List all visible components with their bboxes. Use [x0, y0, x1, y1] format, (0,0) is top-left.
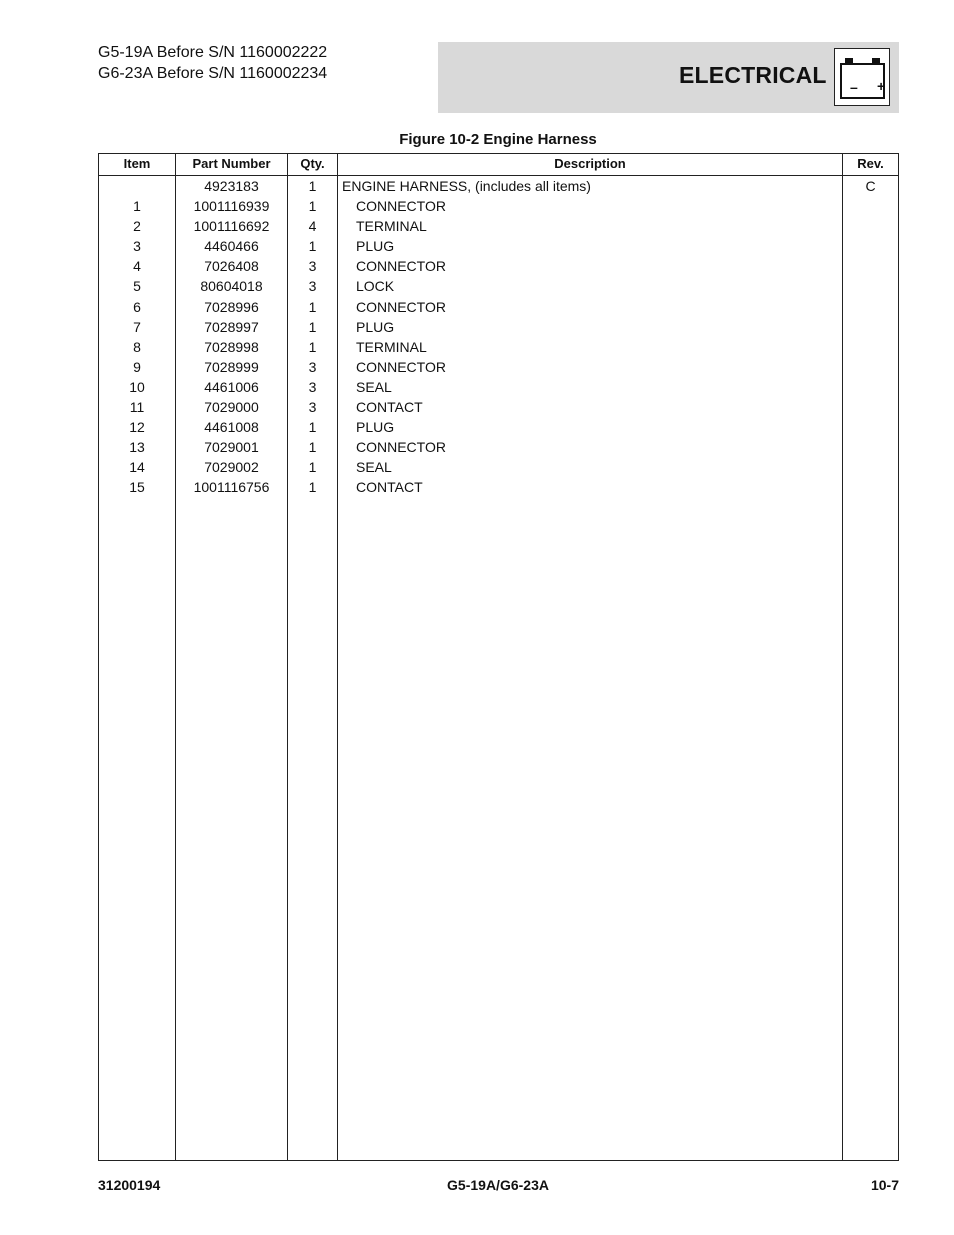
item-cell: 4 — [133, 258, 141, 275]
battery-plus-sign: + — [877, 78, 886, 94]
battery-minus-sign: – — [850, 79, 858, 95]
model-header — [98, 42, 327, 84]
part-number-cell: 7029002 — [204, 459, 259, 476]
item-cell: 12 — [129, 419, 145, 436]
part-number-cell: 7028998 — [204, 338, 259, 355]
part-number-cell: 4461006 — [204, 378, 259, 395]
table-row — [99, 256, 898, 276]
description-cell: CONNECTOR — [356, 198, 446, 215]
qty-cell: 3 — [308, 258, 317, 275]
qty-cell: 3 — [308, 399, 317, 416]
description-cell: PLUG — [356, 419, 395, 436]
part-number-cell: 80604018 — [200, 278, 263, 295]
table-body — [99, 176, 898, 498]
column-header-item: Item — [123, 156, 151, 171]
footer-model: G5-19A/G6-23A — [447, 1177, 549, 1193]
description-cell: CONNECTOR — [356, 358, 446, 375]
part-number-cell: 4461008 — [204, 419, 259, 436]
battery-icon — [834, 48, 890, 106]
part-number-cell: 1001116692 — [193, 218, 270, 235]
part-number-cell: 7028997 — [204, 318, 259, 335]
qty-cell: 3 — [308, 378, 317, 395]
table-row — [99, 357, 898, 377]
qty-cell: 1 — [308, 178, 317, 194]
table-row — [99, 377, 898, 397]
column-header-description: Description — [554, 156, 626, 171]
part-number-cell: 1001116756 — [193, 479, 270, 496]
qty-cell: 1 — [308, 198, 317, 215]
part-number-cell: 7028996 — [204, 298, 259, 315]
column-header-rev: Rev. — [857, 156, 884, 171]
section-title: ELECTRICAL — [679, 62, 827, 88]
table-row — [99, 276, 898, 296]
table-row — [99, 216, 898, 236]
item-cell: 10 — [129, 378, 145, 395]
part-number-cell: 4923183 — [204, 178, 259, 194]
model-line-1: G5-19A Before S/N 1160002222 — [98, 44, 328, 61]
description-cell: CONNECTOR — [356, 298, 446, 315]
part-number-cell: 7028999 — [204, 358, 259, 375]
description-cell: LOCK — [356, 278, 395, 295]
description-cell: SEAL — [356, 459, 392, 476]
qty-cell: 1 — [308, 298, 317, 315]
part-number-cell: 7026408 — [204, 258, 259, 275]
item-cell: 2 — [133, 218, 141, 235]
model-line-2: G6-23A Before S/N 1160002234 — [98, 65, 328, 82]
description-cell: PLUG — [356, 318, 395, 335]
description-cell: TERMINAL — [356, 338, 427, 355]
description-cell: CONNECTOR — [356, 258, 446, 275]
table-row — [99, 457, 898, 477]
description-cell: CONNECTOR — [356, 439, 446, 456]
qty-cell: 3 — [308, 358, 317, 375]
footer-doc-number: 31200194 — [98, 1177, 161, 1193]
table-row — [99, 417, 898, 437]
part-number-cell: 7029001 — [204, 439, 259, 456]
description-cell: CONTACT — [356, 479, 423, 496]
table-row — [99, 437, 898, 457]
qty-cell: 1 — [308, 459, 317, 476]
item-cell: 7 — [133, 318, 141, 335]
part-number-cell: 4460466 — [204, 238, 259, 255]
item-cell: 15 — [129, 479, 145, 496]
table-row — [99, 317, 898, 337]
description-cell: CONTACT — [356, 399, 423, 416]
table-row — [99, 337, 898, 357]
section-banner — [438, 42, 899, 113]
item-cell: 1 — [133, 198, 141, 215]
table-row — [99, 236, 898, 256]
item-cell: 11 — [129, 399, 145, 416]
description-cell: ENGINE HARNESS, (includes all items) — [342, 178, 591, 194]
column-header-qty: Qty. — [300, 156, 325, 171]
qty-cell: 1 — [308, 318, 317, 335]
qty-cell: 4 — [308, 218, 317, 235]
table-row — [99, 397, 898, 417]
footer-page-number: 10-7 — [870, 1177, 899, 1193]
description-cell: PLUG — [356, 238, 395, 255]
table-row — [99, 477, 898, 497]
qty-cell: 3 — [308, 278, 317, 295]
description-cell: TERMINAL — [356, 218, 427, 235]
item-cell: 9 — [133, 358, 141, 375]
item-cell: 14 — [129, 459, 145, 476]
battery-body — [840, 63, 885, 99]
rev-cell: C — [865, 178, 876, 194]
description-cell: SEAL — [356, 378, 392, 395]
item-cell: 3 — [133, 238, 141, 255]
parts-table — [98, 153, 899, 1161]
item-cell: 8 — [133, 338, 141, 355]
figure-title: Figure 10-2 Engine Harness — [399, 131, 597, 148]
item-cell: 5 — [133, 278, 141, 295]
qty-cell: 1 — [308, 479, 317, 496]
table-row — [99, 196, 898, 216]
qty-cell: 1 — [308, 439, 317, 456]
part-number-cell: 7029000 — [204, 399, 259, 416]
table-row — [99, 297, 898, 317]
item-cell: 6 — [133, 298, 141, 315]
part-number-cell: 1001116939 — [193, 198, 270, 215]
qty-cell: 1 — [308, 419, 317, 436]
table-row — [99, 176, 898, 196]
qty-cell: 1 — [308, 238, 317, 255]
column-header-part-number: Part Number — [192, 156, 271, 171]
item-cell: 13 — [129, 439, 145, 456]
qty-cell: 1 — [308, 338, 317, 355]
